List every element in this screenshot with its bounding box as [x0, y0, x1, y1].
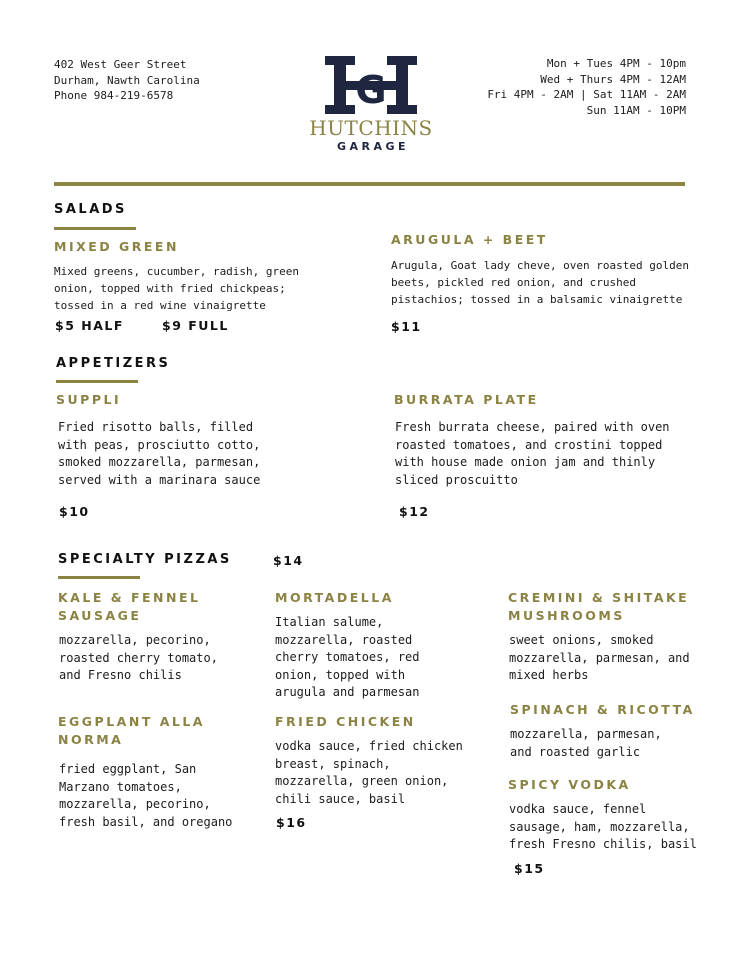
hg-monogram-icon: [325, 56, 417, 114]
hours-sun: Sun 11AM - 10PM: [586, 103, 686, 117]
logo-sub: GARAGE: [336, 140, 410, 153]
item-desc-spicy-vodka: vodka sauce, fennel sausage, ham, mozzarella, fresh Fresno chilis, basil: [509, 802, 697, 851]
item-desc-spinach-ricotta: mozzarella, parmesan, and roasted garlic: [510, 727, 662, 759]
item-name-spicy-vodka: SPICY VODKA: [508, 777, 631, 792]
item-name-mixed-green: MIXED GREEN: [54, 239, 179, 254]
logo-name: HUTCHINS: [309, 116, 433, 140]
price-pizzas: $14: [273, 553, 304, 568]
item-desc-mortadella: Italian salume, mozzarella, roasted cherry tomatoes, red onion, topped with arugula and parmesan: [275, 615, 420, 699]
hours-wed-thu: Wed + Thurs 4PM - 12AM: [540, 72, 686, 86]
hours-block: [487, 56, 686, 118]
item-name-arugula-beet: ARUGULA + BEET: [391, 232, 548, 247]
item-name-eggplant: EGGPLANT ALLA NORMA: [58, 714, 205, 747]
item-desc-fried-chicken: vodka sauce, fried chicken breast, spinach, mozzarella, green onion, chili sauce, basil: [275, 739, 463, 806]
section-underline: [54, 227, 136, 230]
item-name-burrata-plate: BURRATA PLATE: [394, 392, 539, 407]
hours-fri-sat: Fri 4PM - 2AM | Sat 11AM - 2AM: [487, 88, 686, 101]
price-mixed-green-half: $5 HALF: [55, 318, 124, 333]
item-name-suppli: SUPPLI: [56, 392, 122, 407]
item-desc-suppli: Fried risotto balls, filled with peas, prosciutto cotto, smoked mozzarella, parmesan, served with a marinara sauce: [58, 420, 261, 487]
item-desc-kale-fennel: mozzarella, pecorino, roasted cherry tomato, and Fresno chilis: [59, 633, 218, 682]
logo: [297, 56, 445, 154]
svg-text:G: G: [355, 68, 387, 112]
section-underline: [56, 380, 138, 383]
item-name-kale-fennel: KALE & FENNEL SAUSAGE: [58, 590, 201, 623]
price-spicy-vodka: $15: [514, 861, 545, 876]
section-title-appetizers: APPETIZERS: [56, 356, 171, 371]
section-underline: [58, 576, 140, 579]
address-city: Durham, Nawth Carolina: [54, 73, 200, 87]
price-burrata-plate: $12: [399, 504, 430, 519]
price-arugula-beet: $11: [391, 319, 422, 334]
hours-mon-tue: Mon + Tues 4PM - 10pm: [546, 57, 686, 70]
address-block: [54, 57, 200, 104]
item-name-mortadella: MORTADELLA: [275, 590, 394, 605]
item-desc-burrata-plate: Fresh burrata cheese, paired with oven roasted tomatoes, and crostini topped with house made onion jam and thinly sliced proscuitto: [395, 420, 670, 487]
item-name-cremini-shitake: CREMINI & SHITAKE MUSHROOMS: [508, 590, 690, 623]
section-title-pizzas: SPECIALTY PIZZAS: [58, 552, 232, 567]
address-street: 402 West Geer Street: [54, 58, 187, 71]
section-title-salads: SALADS: [54, 202, 127, 217]
item-name-fried-chicken: FRIED CHICKEN: [275, 714, 416, 729]
price-fried-chicken: $16: [276, 815, 307, 830]
item-desc-cremini-shitake: sweet onions, smoked mozzarella, parmesan, and mixed herbs: [509, 633, 690, 682]
price-mixed-green-full: $9 FULL: [162, 318, 229, 333]
item-desc-eggplant: fried eggplant, San Marzano tomatoes, mozzarella, pecorino, fresh basil, and oregano: [59, 762, 233, 829]
address-phone: Phone 984-219-6578: [54, 89, 174, 102]
header-divider: [54, 182, 685, 186]
item-name-spinach-ricotta: SPINACH & RICOTTA: [510, 702, 695, 717]
price-suppli: $10: [59, 504, 90, 519]
item-desc-arugula-beet: Arugula, Goat lady cheve, oven roasted golden beets, pickled red onion, and crushed pistachios; tossed in a balsamic vinaigrette: [391, 259, 690, 306]
item-desc-mixed-green: Mixed greens, cucumber, radish, green onion, topped with fried chickpeas; tossed in a red wine vinaigrette: [54, 265, 300, 312]
